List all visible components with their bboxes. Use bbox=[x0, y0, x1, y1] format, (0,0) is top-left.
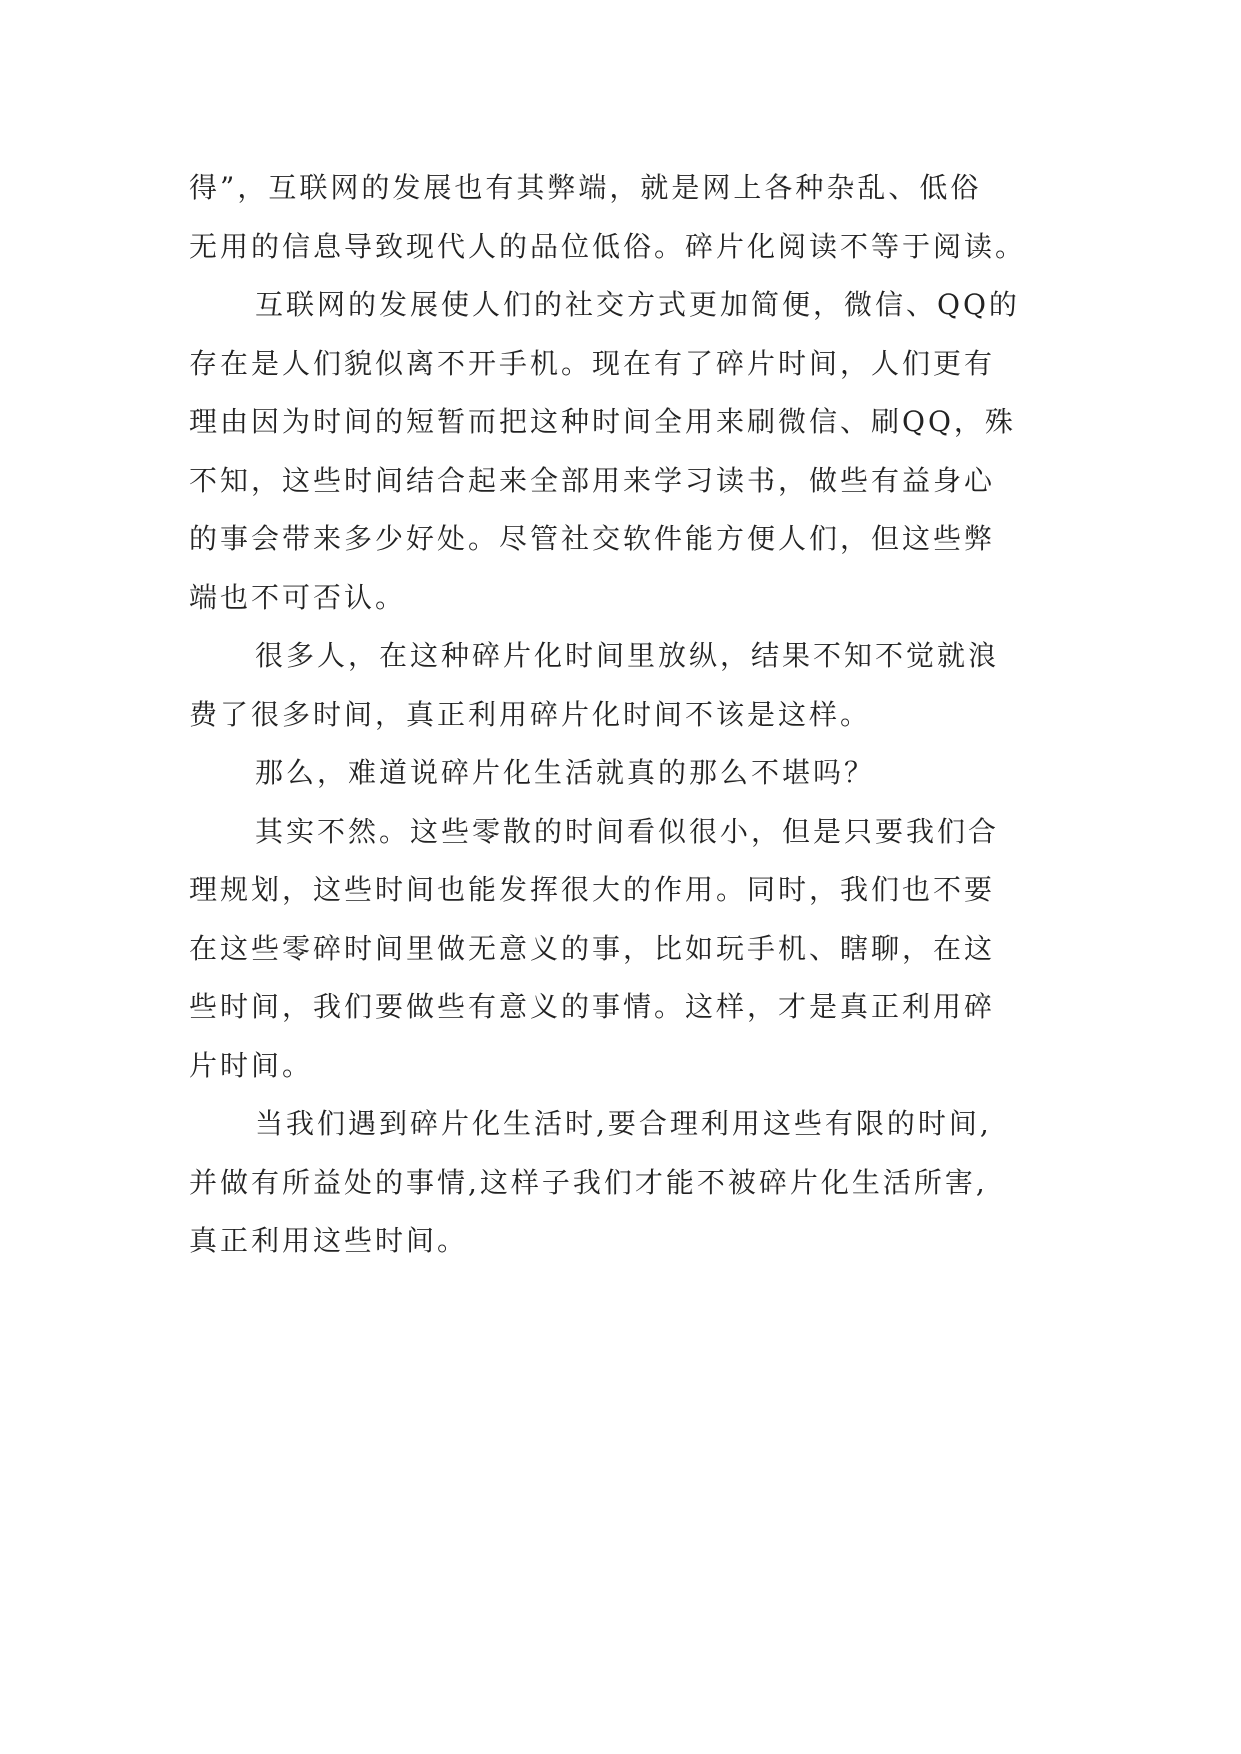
text-line: 得”，互联网的发展也有其弊端，就是网上各种杂乱、低俗 bbox=[189, 171, 982, 204]
text-line: 费了很多时间，真正利用碎片化时间不该是这样。 bbox=[189, 697, 872, 731]
text-line: 真正利用这些时间。 bbox=[189, 1224, 469, 1257]
text-line: 片时间。 bbox=[189, 1048, 314, 1082]
text-line: 无用的信息导致现代人的品位低俗。碎片化阅读不等于阅读。 bbox=[189, 229, 1027, 263]
text-line: 些时间，我们要做些有意义的事情。这样，才是真正利用碎 bbox=[189, 990, 996, 1023]
document-body bbox=[189, 159, 1069, 1271]
text-line: 理由因为时间的短暂而把这种时间全用来刷微信、刷QQ，殊 bbox=[189, 405, 1016, 438]
text-line: 的事会带来多少好处。尽管社交软件能方便人们，但这些弊 bbox=[189, 522, 996, 555]
text-line: 理规划，这些时间也能发挥很大的作用。同时，我们也不要 bbox=[189, 873, 996, 906]
text-line: 其实不然。这些零散的时间看似很小，但是只要我们合 bbox=[255, 814, 1000, 848]
text-line: 并做有所益处的事情,这样子我们才能不被碎片化生活所害, bbox=[189, 1165, 988, 1199]
text-line: 很多人，在这种碎片化时间里放纵，结果不知不觉就浪 bbox=[255, 639, 1000, 672]
text-line: 不知，这些时间结合起来全部用来学习读书，做些有益身心 bbox=[189, 463, 996, 497]
text-line: 当我们遇到碎片化生活时,要合理利用这些有限的时间, bbox=[255, 1107, 992, 1140]
text-line: 那么，难道说碎片化生活就真的那么不堪吗？ bbox=[255, 756, 876, 789]
text-line: 在这些零碎时间里做无意义的事，比如玩手机、瞎聊，在这 bbox=[189, 931, 996, 965]
text-line: 互联网的发展使人们的社交方式更加简便，微信、QQ的 bbox=[255, 288, 1020, 321]
text-line: 端也不可否认。 bbox=[189, 580, 407, 614]
text-line: 存在是人们貌似离不开手机。现在有了碎片时间，人们更有 bbox=[189, 346, 996, 380]
